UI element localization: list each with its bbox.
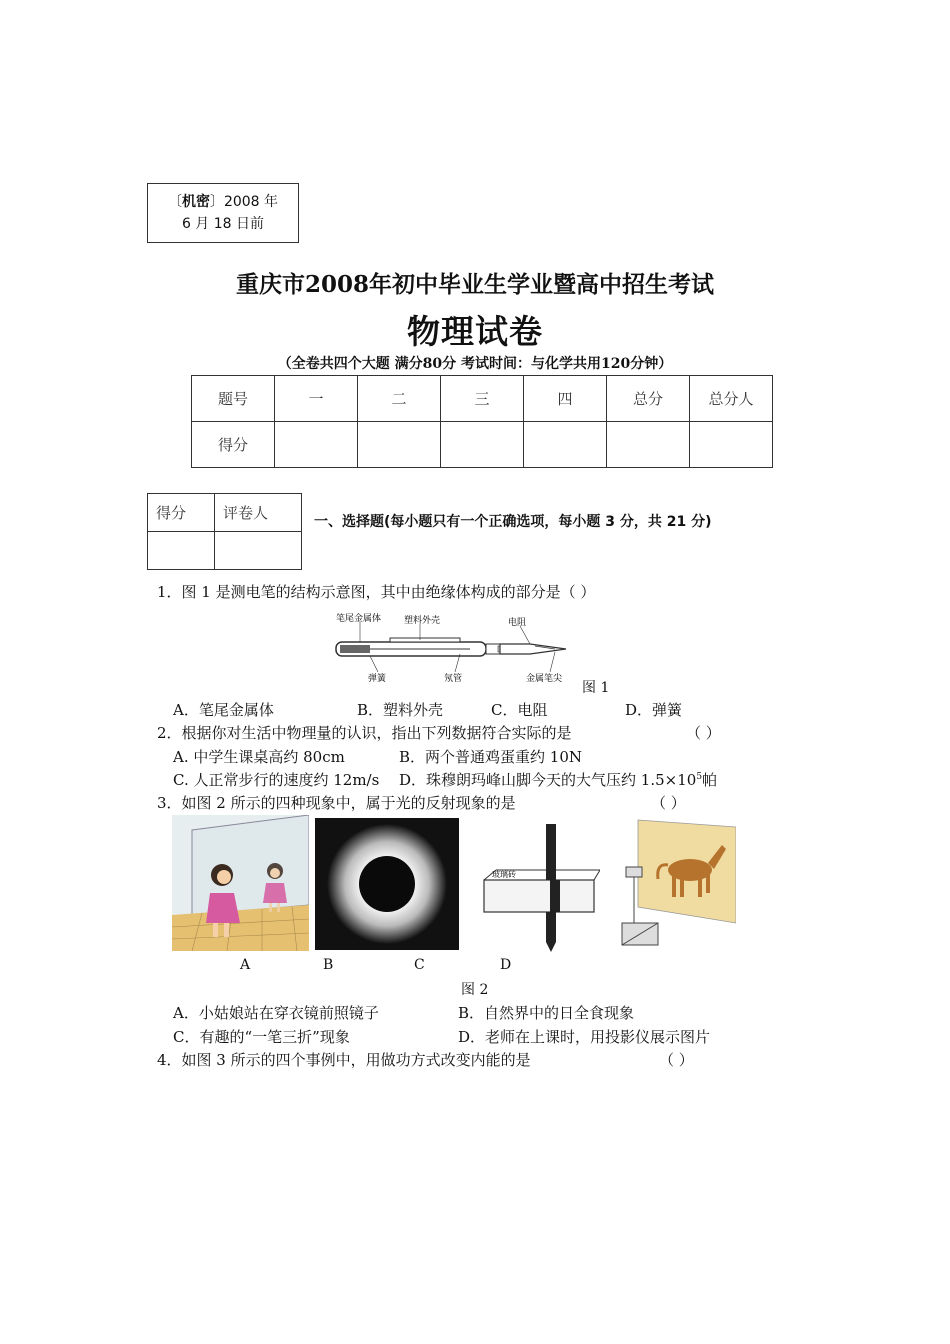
grader-score-cell[interactable] [148, 532, 215, 570]
confidential-label: 机密 [181, 194, 210, 210]
grader-name-label: 评卷人 [215, 494, 302, 532]
question-2-option-c[interactable]: C. 人正常步行的速度约 12m/s [173, 771, 380, 789]
score-header-cell: 二 [358, 376, 441, 422]
figure-2a-mirror-image [172, 815, 309, 951]
grader-score-label: 得分 [148, 494, 215, 532]
section-title: 一、选择题(每小题只有一个正确选项，每小题 3 分，共 21 分) [314, 514, 712, 530]
figure-2b-eclipse-image [315, 818, 459, 950]
score-cell[interactable] [690, 422, 773, 468]
fig1-label-neon-tube: 氖管 [444, 674, 463, 684]
question-3-option-c[interactable]: C．有趣的“一笔三折”现象 [173, 1028, 350, 1046]
figure-2a-label: A [240, 957, 251, 973]
figure-2-caption: 图 2 [461, 982, 489, 998]
grader-name-cell[interactable] [215, 532, 302, 570]
grader-table [147, 493, 302, 570]
question-2-option-d[interactable]: D．珠穆朗玛峰山脚今天的大气压约 $1.5\times 10^5$帕 [399, 771, 718, 789]
question-1-option-a[interactable]: A．笔尾金属体 [173, 701, 274, 719]
figure-2b-label: B [323, 957, 334, 973]
score-header-cell: 四 [524, 376, 607, 422]
question-1-option-b[interactable]: B．塑料外壳 [357, 701, 444, 719]
glass-block-label: 玻璃砖 [492, 870, 516, 879]
question-3-option-a[interactable]: A．小姑娘站在穿衣镜前照镜子 [173, 1004, 379, 1022]
moon-disc [359, 856, 415, 912]
score-cell[interactable] [358, 422, 441, 468]
question-3-option-d[interactable]: D．老师在上课时，用投影仪展示图片 [458, 1028, 711, 1046]
score-cell[interactable] [524, 422, 607, 468]
question-2-stem: 2．根据你对生活中物理量的认识，指出下列数据符合实际的是 [157, 724, 572, 742]
question-2-option-b[interactable]: B．两个普通鸡蛋重约 10N [399, 748, 583, 766]
exam-title: 重庆市2008年初中毕业生学业暨高中招生考试 [235, 271, 714, 298]
fig1-label-plastic-shell: 塑料外壳 [404, 616, 441, 626]
score-header-cell: 三 [441, 376, 524, 422]
tester-pen-figure [330, 612, 580, 684]
figure-2c-label: C [414, 957, 425, 973]
question-3-option-b[interactable]: B．自然界中的日全食现象 [458, 1004, 635, 1022]
confidential-box [147, 183, 299, 243]
score-header-cell: 一 [275, 376, 358, 422]
fig1-label-tail-metal: 笔尾金属体 [336, 614, 382, 624]
score-cell[interactable] [275, 422, 358, 468]
score-header-cell: 总分 [607, 376, 690, 422]
figure-2c-pencil-glass-image [478, 820, 600, 952]
confidential-line2: 6 月 18 日前 [181, 216, 265, 232]
fig1-label-resistor: 电阻 [508, 618, 527, 628]
figure-1-caption: 图 1 [582, 680, 610, 696]
score-table [191, 375, 773, 468]
question-2-option-a[interactable]: A. 中学生课桌高约 80cm [173, 748, 345, 766]
score-cell[interactable] [441, 422, 524, 468]
figure-2d-projector-image [618, 815, 736, 951]
question-2-answer-paren[interactable]: （ ） [686, 724, 721, 742]
score-value-row [192, 422, 773, 468]
fig1-label-spring: 弹簧 [368, 674, 387, 684]
figure-2d-label: D [500, 957, 512, 973]
confidential-line1: 〔机密〕2008 年 [167, 194, 279, 210]
question-4-stem: 4．如图 3 所示的四个事例中，用做功方式改变内能的是 [157, 1051, 531, 1069]
question-1-option-d[interactable]: D．弹簧 [625, 701, 683, 719]
question-3-stem: 3．如图 2 所示的四种现象中，属于光的反射现象的是 [157, 794, 516, 812]
question-3-answer-paren[interactable]: （ ） [651, 794, 686, 812]
score-cell[interactable] [607, 422, 690, 468]
question-1-option-c[interactable]: C．电阻 [491, 701, 548, 719]
question-1-stem: 1．图 1 是测电笔的结构示意图，其中由绝缘体构成的部分是（ ） [157, 583, 596, 601]
score-row-label: 得分 [192, 422, 275, 468]
tester-pen-drawing [336, 638, 566, 656]
score-header-cell: 题号 [192, 376, 275, 422]
score-header-cell: 总分人 [690, 376, 773, 422]
question-4-answer-paren[interactable]: （ ） [659, 1051, 694, 1069]
score-header-row [192, 376, 773, 422]
subject-title: 物理试卷 [407, 312, 543, 351]
fig1-label-metal-tip: 金属笔尖 [526, 674, 563, 684]
exam-note: （全卷共四个大题 满分80分 考试时间：与化学共用120分钟） [277, 356, 673, 372]
